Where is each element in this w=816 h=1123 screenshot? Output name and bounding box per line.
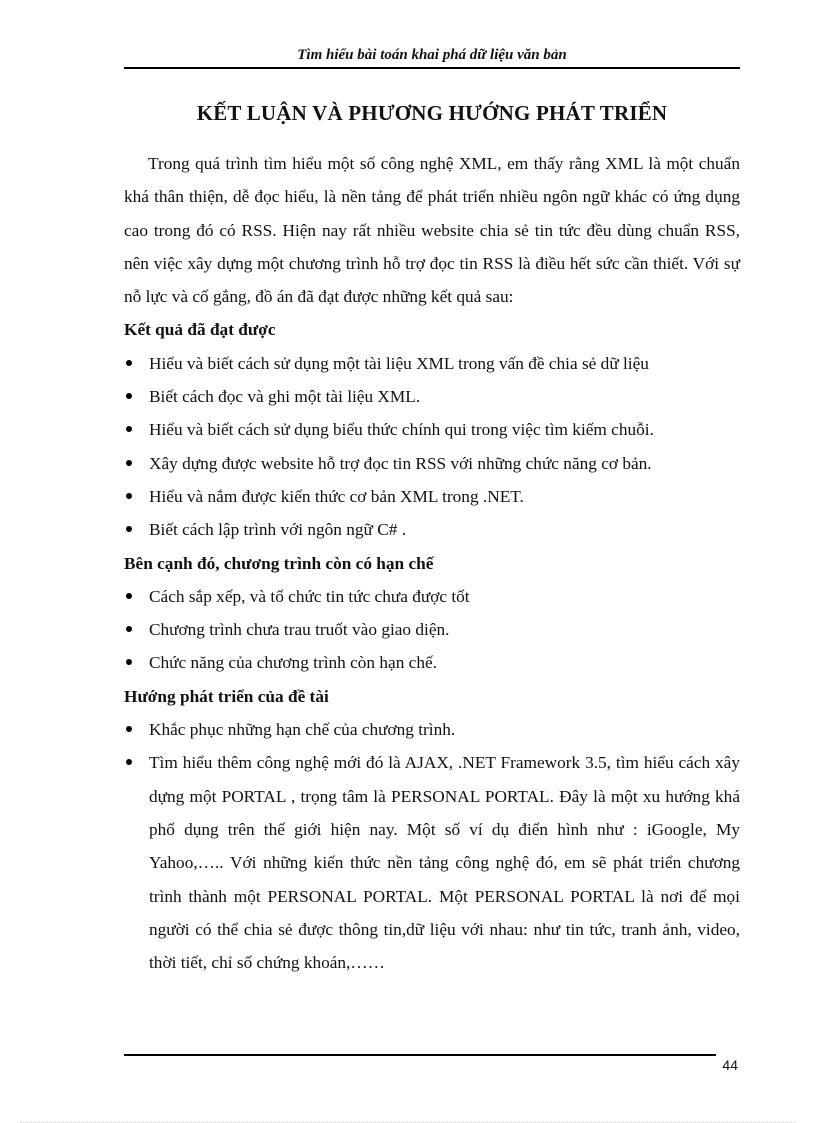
list-item	[124, 413, 740, 446]
footer-divider	[124, 1054, 716, 1056]
bullet-icon	[126, 493, 132, 499]
list-item-text: Khắc phục những hạn chế của chương trình.	[149, 720, 456, 740]
page-number: 44	[722, 1057, 738, 1073]
intro-paragraph: Trong quá trình tìm hiểu một số công nghệ XML, em thấy rằng XML là một chuẩn khá thân thiện, dễ đọc hiểu, là nền tảng để phát triển nhiều ngôn ngữ khác có ứng dụng cao trong đó có RSS. Hiện nay rất nhiều website chia sẻ tin tức đều dùng chuẩn RSS, nên việc xây dựng một chương trình hỗ trợ đọc tin RSS là điều hết sức cần thiết. Với sự nỗ lực và cố gắng, đồ án đã đạt được những kết quả sau:	[124, 154, 740, 307]
limitations-list	[124, 580, 740, 680]
list-item-text: Hiểu và biết cách sử dụng biểu thức chính qui trong việc tìm kiếm chuỗi.	[149, 420, 654, 440]
list-item-text: Xây dựng được website hỗ trợ đọc tin RSS với những chức năng cơ bản.	[149, 453, 652, 473]
bullet-icon	[126, 426, 132, 432]
bullet-icon	[126, 526, 132, 532]
bullet-icon	[126, 726, 132, 732]
results-list	[124, 347, 740, 547]
list-item-text: Cách sắp xếp, và tổ chức tin tức chưa được tốt	[149, 586, 470, 606]
list-item	[124, 580, 740, 613]
document-body	[124, 147, 740, 979]
list-item-text: Biết cách đọc và ghi một tài liệu XML.	[149, 387, 421, 407]
section-heading-results: Kết quả đã đạt được	[124, 320, 276, 340]
bullet-icon	[126, 626, 132, 632]
list-item-text: Chức năng của chương trình còn hạn chế.	[149, 653, 437, 673]
page-title: KẾT LUẬN VÀ PHƯƠNG HƯỚNG PHÁT TRIỂN	[196, 101, 668, 125]
section-heading-development: Hướng phát triển của đề tài	[124, 686, 329, 706]
list-item-text: Hiểu và nắm được kiến thức cơ bản XML trong .NET.	[149, 486, 524, 506]
list-item	[124, 646, 740, 679]
list-item	[124, 447, 740, 480]
list-item-text: Hiểu và biết cách sử dụng một tài liệu XML trong vấn đề chia sẻ dữ liệu	[149, 353, 649, 373]
list-item-text: Chương trình chưa trau truốt vào giao diện.	[149, 620, 450, 640]
bullet-icon	[126, 659, 132, 665]
list-item	[124, 380, 740, 413]
running-header: Tìm hiểu bài toán khai phá dữ liệu văn bản	[297, 47, 567, 63]
bullet-icon	[126, 360, 132, 366]
section-heading-limitations: Bên cạnh đó, chương trình còn có hạn chế	[124, 553, 434, 573]
bullet-icon	[126, 759, 132, 765]
bullet-icon	[126, 460, 132, 466]
list-item-text: Tìm hiểu thêm công nghệ mới đó là AJAX, .NET Framework 3.5, tìm hiểu cách xây dựng một PORTAL , trọng tâm là PERSONAL PORTAL. Đây là một xu hướng khá phổ dụng trên thế giới hiện nay. Một số ví dụ điển hình như : iGoogle, My Yahoo,….. Với những kiến thức nền tảng công nghệ đó, em sẽ phát triển chương trình thành một PERSONAL PORTAL. Một PERSONAL PORTAL là nơi để mọi người có thể chia sẻ được thông tin,dữ liệu với nhau: như tin tức, tranh ảnh, video, thời tiết, chỉ số chứng khoán,……	[149, 753, 740, 973]
list-item	[124, 613, 740, 646]
list-item	[124, 746, 740, 979]
list-item	[124, 713, 740, 746]
list-item	[124, 347, 740, 380]
bullet-icon	[126, 393, 132, 399]
list-item	[124, 513, 740, 546]
header-divider	[124, 67, 740, 69]
list-item	[124, 480, 740, 513]
bullet-icon	[126, 593, 132, 599]
development-list	[124, 713, 740, 979]
list-item-text: Biết cách lập trình với ngôn ngữ C# .	[149, 520, 407, 540]
